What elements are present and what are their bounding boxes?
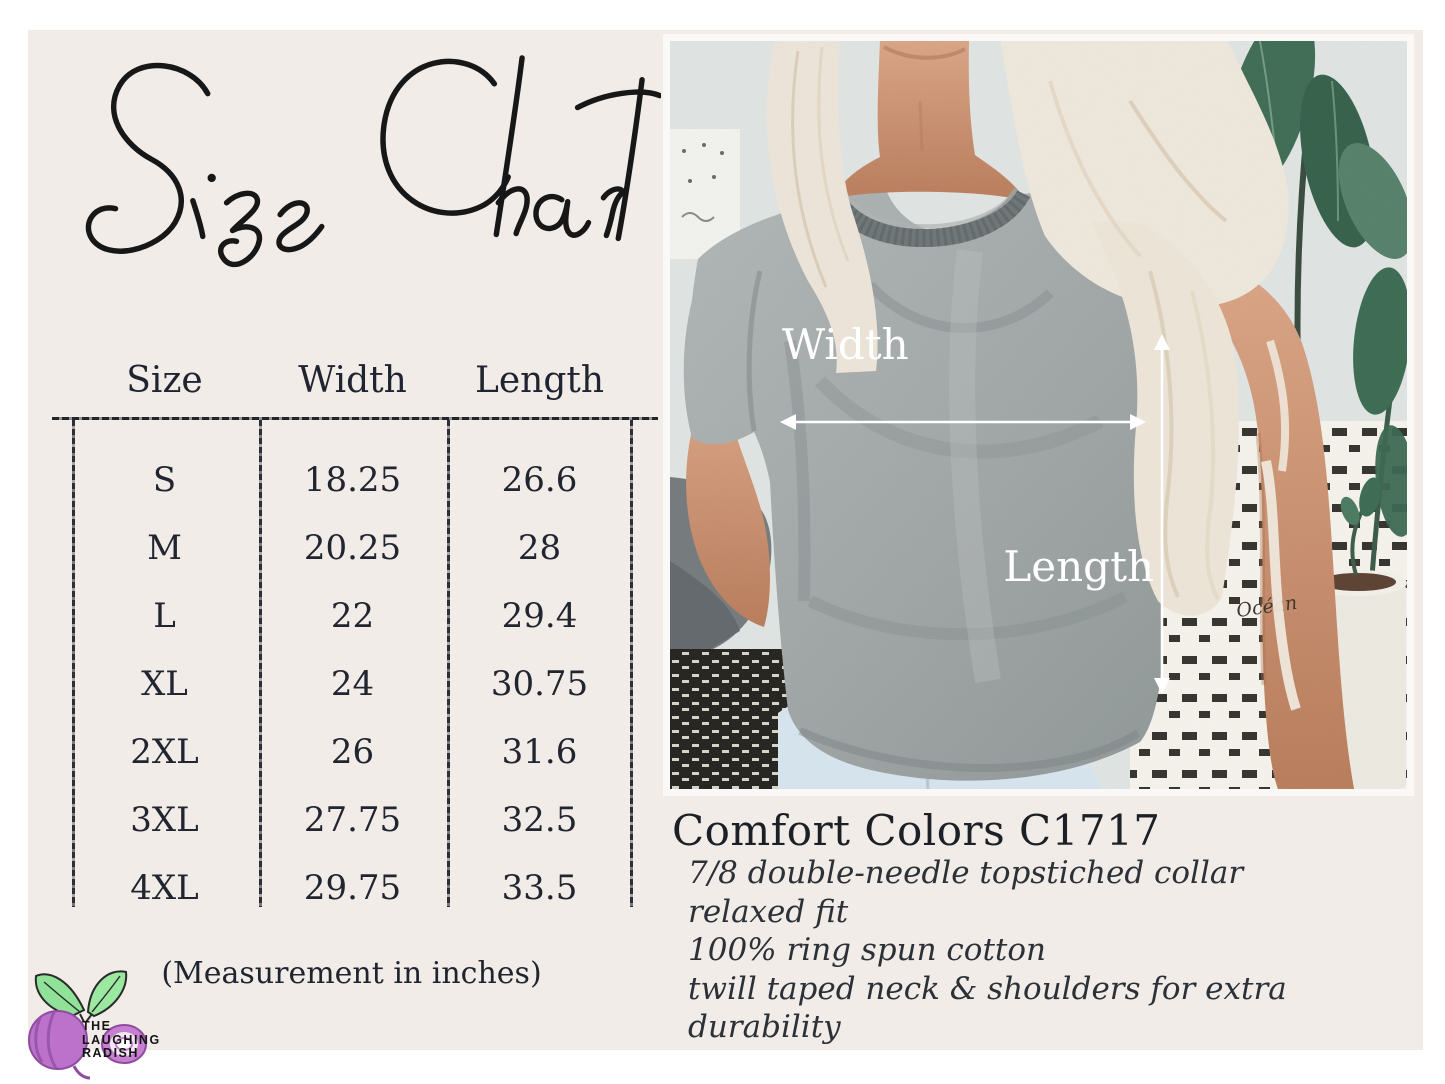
size-cell: 3XL bbox=[130, 800, 199, 840]
logo-text bbox=[82, 1020, 161, 1061]
product-detail-line: relaxed fit bbox=[688, 893, 849, 930]
logo-line: THE bbox=[82, 1019, 112, 1033]
product-photo bbox=[663, 34, 1414, 796]
header-width: Width bbox=[298, 360, 407, 401]
length-cell: 29.4 bbox=[501, 596, 578, 636]
width-cell: 24 bbox=[330, 664, 375, 704]
product-detail-line: 7/8 double-needle topstiched collar bbox=[688, 855, 1244, 891]
size-cell: 4XL bbox=[130, 868, 199, 908]
page-title bbox=[28, 30, 29, 31]
width-cell: 18.25 bbox=[303, 460, 402, 500]
logo-line: LAUGHING bbox=[82, 1032, 161, 1047]
width-cell: 20.25 bbox=[303, 528, 402, 568]
width-cell: 27.75 bbox=[303, 800, 402, 840]
table-row bbox=[72, 650, 631, 718]
size-table bbox=[72, 446, 631, 922]
size-cell: XL bbox=[141, 664, 188, 704]
length-cell: 28 bbox=[517, 528, 562, 568]
size-cell: 2XL bbox=[130, 732, 199, 772]
product-details bbox=[688, 854, 1423, 1047]
table-row bbox=[72, 514, 631, 582]
card bbox=[28, 30, 1423, 1060]
length-cell: 33.5 bbox=[501, 868, 578, 908]
table-row bbox=[72, 446, 631, 514]
product-detail-line: twill taped neck & shoulders for extra durability bbox=[688, 970, 1287, 1045]
product-photo-illustration bbox=[670, 41, 1407, 789]
length-cell: 30.75 bbox=[490, 664, 589, 704]
measurement-note: (Measurement in inches) bbox=[161, 956, 542, 991]
length-cell: 32.5 bbox=[501, 800, 578, 840]
width-cell: 22 bbox=[330, 596, 375, 636]
the-laughing-radish-logo bbox=[24, 960, 264, 1084]
length-label: Length bbox=[1003, 542, 1154, 591]
table-row bbox=[72, 718, 631, 786]
size-chart-script-title bbox=[46, 52, 661, 290]
width-cell: 26 bbox=[330, 732, 375, 772]
width-label: Width bbox=[782, 320, 909, 369]
size-cell: S bbox=[152, 460, 177, 500]
logo-line: RADISH bbox=[82, 1046, 139, 1060]
product-heading: Comfort Colors C1717 bbox=[672, 806, 1161, 855]
size-cell: L bbox=[153, 596, 176, 636]
table-divider-horizontal bbox=[52, 417, 658, 420]
header-size: Size bbox=[126, 360, 203, 401]
tattoo-text: Océan bbox=[1235, 591, 1299, 623]
length-cell: 26.6 bbox=[501, 460, 578, 500]
table-row bbox=[72, 786, 631, 854]
photo-grain bbox=[670, 41, 1407, 789]
header-length: Length bbox=[474, 360, 605, 401]
length-cell: 31.6 bbox=[501, 732, 578, 772]
size-table-header bbox=[72, 360, 631, 401]
table-row bbox=[72, 854, 631, 922]
size-cell: M bbox=[147, 528, 182, 568]
product-detail-line: 100% ring spun cotton bbox=[688, 932, 1046, 968]
width-cell: 29.75 bbox=[303, 868, 402, 908]
table-row bbox=[72, 582, 631, 650]
